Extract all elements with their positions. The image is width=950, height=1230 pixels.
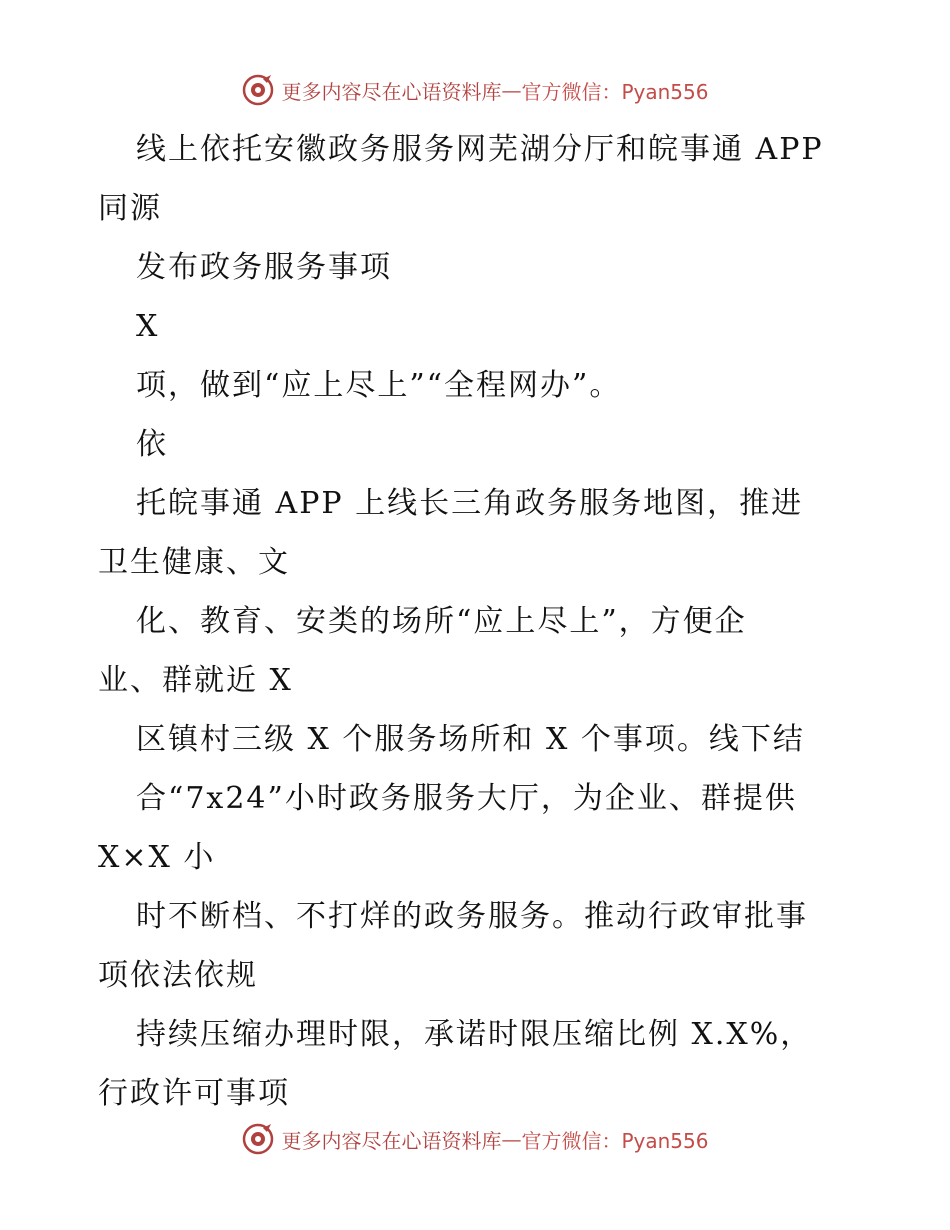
text-line: 合“7x24”小时政务服务大厅，为企业、群提供 [136, 781, 797, 816]
document-body [98, 120, 858, 1123]
text-line: 项依法依规 [98, 958, 258, 993]
text-line: 项，做到“应上尽上”“全程网办”。 [136, 368, 622, 403]
text-line: 区镇村三级 X 个服务场所和 X 个事项。线下结 [136, 722, 805, 757]
watermark-main-text: 更多内容尽在心语资料库 [281, 1128, 502, 1153]
watermark-wechat-text: 官方微信：Pyan556 [521, 1128, 709, 1153]
watermark-wechat-text: 官方微信：Pyan556 [521, 79, 709, 104]
watermark-separator: — [501, 1127, 522, 1151]
text-line: 时不断档、不打烊的政务服务。推动行政审批事 [136, 899, 808, 934]
text-line: 同源 [98, 191, 162, 226]
text-line: 业、群就近 X [98, 663, 293, 698]
footer-watermark [0, 1121, 950, 1157]
text-line: 化、教育、安类的场所“应上尽上”，方便企 [136, 604, 747, 639]
header-watermark [0, 72, 950, 108]
text-line: 线上依托安徽政务服务网芜湖分厅和皖事通 APP [136, 132, 824, 167]
text-line: 卫生健康、文 [98, 545, 290, 580]
text-line: X×X 小 [98, 840, 216, 875]
logo-icon [241, 73, 275, 107]
text-line: 依 [136, 427, 168, 462]
text-line: 发布政务服务事项 [136, 250, 392, 285]
text-line: X [136, 309, 160, 344]
text-line: 托皖事通 APP 上线长三角政务服务地图，推进 [136, 486, 804, 521]
watermark-main-text: 更多内容尽在心语资料库 [281, 79, 502, 104]
text-line: 行政许可事项 [98, 1076, 290, 1111]
logo-icon [241, 1122, 275, 1156]
text-line: 持续压缩办理时限，承诺时限压缩比例 X.X%， [136, 1017, 813, 1052]
watermark-separator: — [501, 78, 522, 102]
